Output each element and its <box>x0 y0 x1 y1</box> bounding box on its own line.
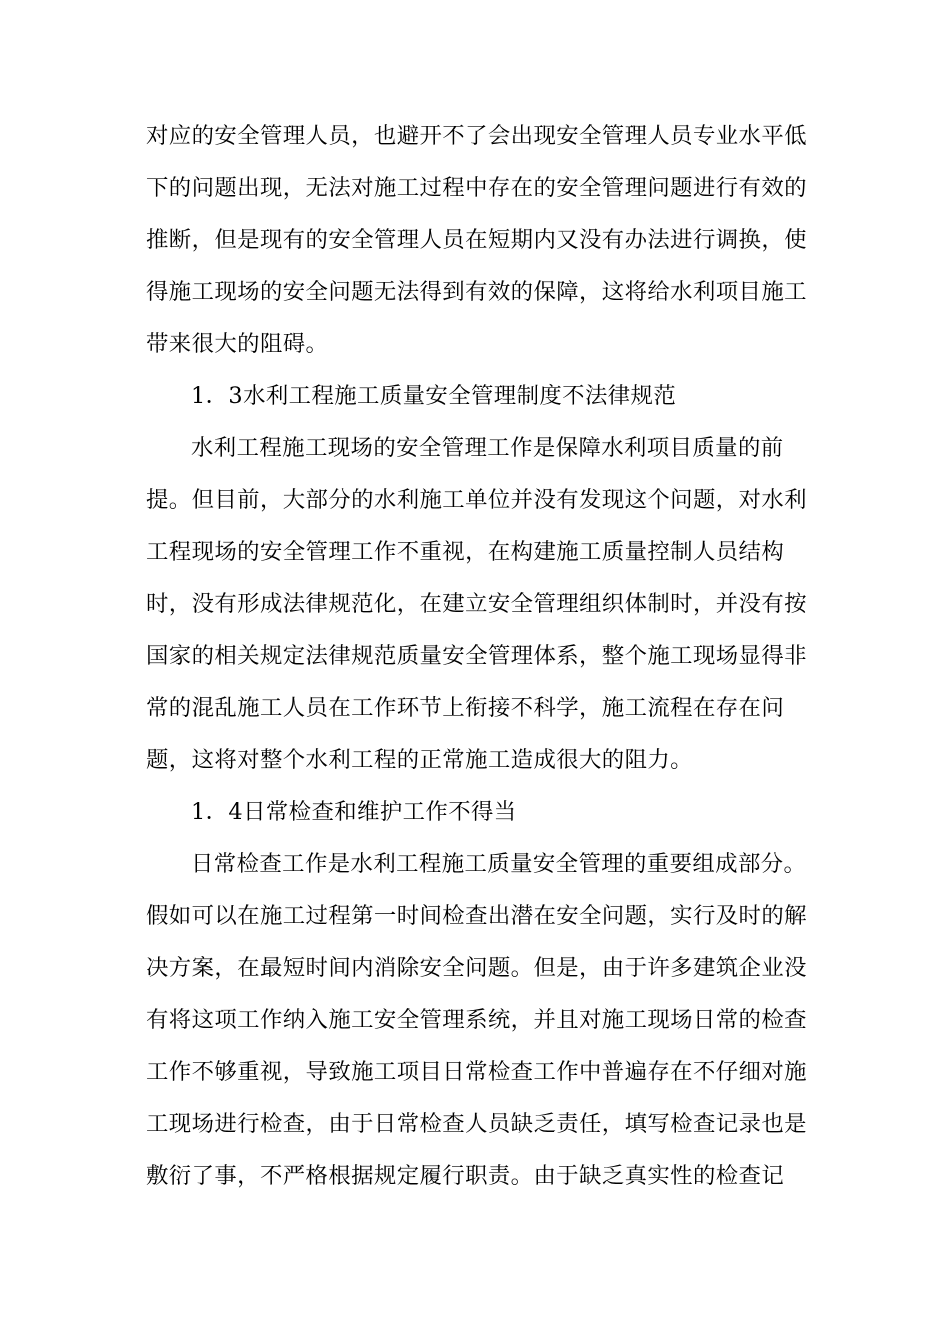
body-text-line: 假如可以在施工过程第一时间检查出潜在安全问题，实行及时的解 <box>146 903 807 929</box>
body-text-line: 推断，但是现有的安全管理人员在短期内又没有办法进行调换，使 <box>146 227 807 253</box>
body-text-line: 对应的安全管理人员，也避开不了会出现安全管理人员专业水平低 <box>146 123 807 149</box>
section-heading-1-4: 1．4日常检查和维护工作不得当 <box>191 799 517 825</box>
body-text-line: 下的问题出现，无法对施工过程中存在的安全管理问题进行有效的 <box>146 175 807 201</box>
body-text-line: 国家的相关规定法律规范质量安全管理体系，整个施工现场显得非 <box>146 643 807 669</box>
body-text-line: 工程现场的安全管理工作不重视，在构建施工质量控制人员结构 <box>146 539 785 565</box>
body-text-line: 常的混乱施工人员在工作环节上衔接不科学，施工流程在存在问 <box>146 695 785 721</box>
body-text-line: 工作不够重视，导致施工项目日常检查工作中普遍存在不仔细对施 <box>146 1059 807 1085</box>
body-text-line: 决方案，在最短时间内消除安全问题。但是，由于许多建筑企业没 <box>146 955 807 981</box>
body-text-line: 提。但目前，大部分的水利施工单位并没有发现这个问题，对水利 <box>146 487 807 513</box>
body-text-line: 有将这项工作纳入施工安全管理系统，并且对施工现场日常的检查 <box>146 1007 807 1033</box>
body-text-line: 带来很大的阻碍。 <box>146 331 329 357</box>
body-text-line: 敷衍了事，不严格根据规定履行职责。由于缺乏真实性的检查记 <box>146 1163 785 1189</box>
section-heading-1-3: 1．3水利工程施工质量安全管理制度不法律规范 <box>191 383 677 409</box>
paragraph-start-line: 水利工程施工现场的安全管理工作是保障水利项目质量的前 <box>191 435 784 461</box>
paragraph-start-line: 日常检查工作是水利工程施工质量安全管理的重要组成部分。 <box>191 851 807 877</box>
body-text-line: 时，没有形成法律规范化，在建立安全管理组织体制时，并没有按 <box>146 591 807 617</box>
body-text-line: 工现场进行检查，由于日常检查人员缺乏责任，填写检查记录也是 <box>146 1111 807 1137</box>
body-text-line: 得施工现场的安全问题无法得到有效的保障，这将给水利项目施工 <box>146 279 807 305</box>
body-text-line: 题，这将对整个水利工程的正常施工造成很大的阻力。 <box>146 747 693 773</box>
